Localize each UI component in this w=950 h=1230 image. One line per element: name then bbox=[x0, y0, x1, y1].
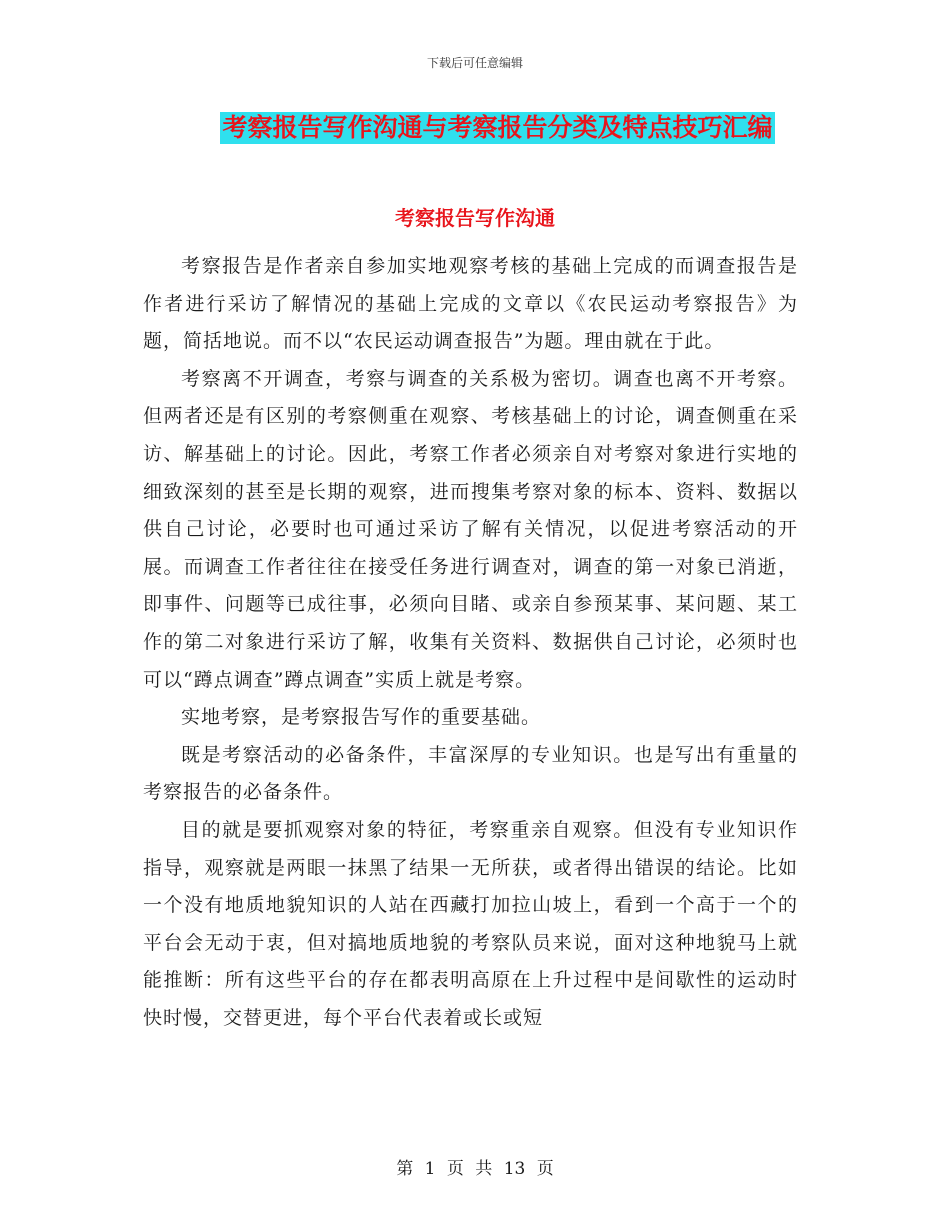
paragraph: 目的就是要抓观察对象的特征，考察重亲自观察。但没有专业知识作指导，观察就是两眼一抹黑了结果一无所获，或者得出错误的结论。比如一个没有地质地貌知识的人站在西藏打加拉山坡上，看到一个高于一个的平台会无动于衷，但对搞地质地貌的考察队员来说，面对这种地貌马上就能推断：所有这些平台的存在都表明高原在上升过程中是间歇性的运动时快时慢，交替更进，每个平台代表着或长或短 bbox=[143, 818, 798, 1029]
paragraph: 考察离不开调查，考察与调查的关系极为密切。调查也离不开考察。但两者还是有区别的考察侧重在观察、考核基础上的讨论，调查侧重在采访、解基础上的讨论。因此，考察工作者必须亲自对考察对象进行实地的细致深刻的甚至是长期的观察，进而搜集考察对象的标本、资料、数据以供自己讨论，必要时也可通过采访了解有关情况，以促进考察活动的开展。而调查工作者往往在接受任务进行调查对，调查的第一对象已消逝，即事件、问题等已成往事，必须向目睹、或亲自参预某事、某问题、某工作的第二对象进行采访了解，收集有关资料、数据供自己讨论，必须时也可以“蹲点调查”蹲点调查”实质上就是考察。 bbox=[143, 367, 798, 691]
page-footer: 第 1 页 共 13 页 bbox=[396, 1159, 554, 1179]
section-title: 考察报告写作沟通 bbox=[395, 206, 555, 230]
document-body bbox=[143, 248, 798, 1037]
paragraph: 考察报告是作者亲自参加实地观察考核的基础上完成的而调查报告是作者进行采访了解情况的基础上完成的文章以《农民运动考察报告》为题，简括地说。而不以“农民运动调查报告”为题。理由就在于此。 bbox=[143, 255, 798, 353]
paragraph: 既是考察活动的必备条件，丰富深厚的专业知识。也是写出有重量的考察报告的必备条件。 bbox=[143, 743, 798, 804]
header-note: 下载后可任意编辑 bbox=[426, 56, 523, 70]
paragraph: 实地考察，是考察报告写作的重要基础。 bbox=[181, 706, 542, 729]
document-title: 考察报告写作沟通与考察报告分类及特点技巧汇编 bbox=[222, 113, 773, 142]
document-title-container bbox=[0, 112, 950, 144]
